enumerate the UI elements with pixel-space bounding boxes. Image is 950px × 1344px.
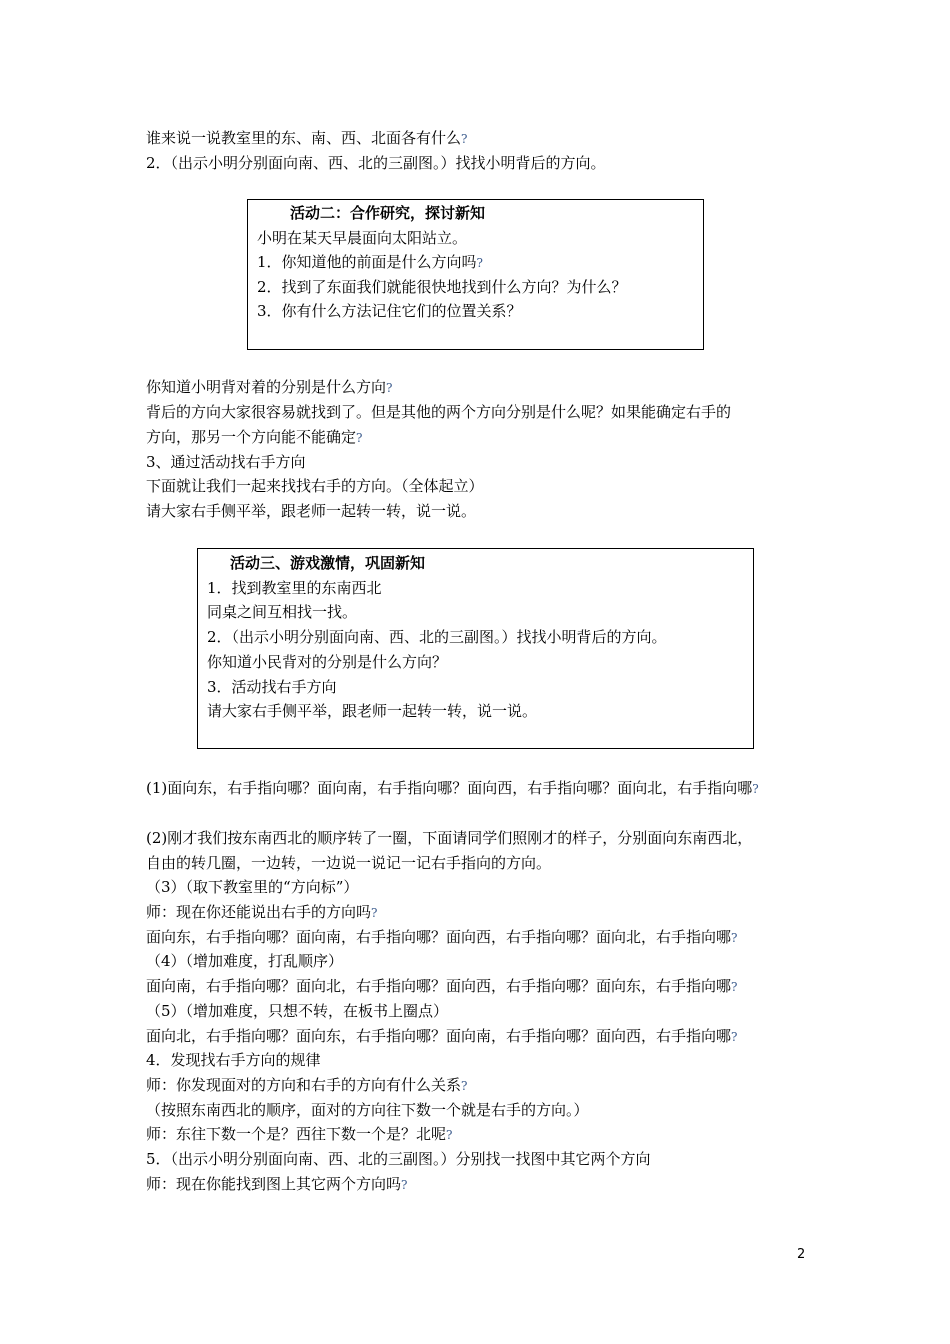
box-line: 2．（出示小明分别面向南、西、北的三副图。）找找小明背后的方向。 bbox=[207, 628, 667, 646]
box-line: 3．你有什么方法记住它们的位置关系？ bbox=[257, 302, 522, 320]
box-line: 同桌之间互相找一找。 bbox=[207, 603, 358, 621]
text-line: 你知道小明背对着的分别是什么方向? bbox=[146, 378, 393, 396]
text-line: 2．（出示小明分别面向南、西、北的三副图。）找找小明背后的方向。 bbox=[146, 154, 606, 172]
text-line: （3）（取下教室里的“方向标”） bbox=[146, 878, 359, 896]
text-line: 5．（出示小明分别面向南、西、北的三副图。）分别找一找图中其它两个方向 bbox=[146, 1150, 651, 1168]
text-line: (2)刚才我们按东南西北的顺序转了一圈，下面请同学们照刚才的样子，分别面向东南西北， bbox=[146, 829, 753, 847]
box-line: 2．找到了东面我们就能很快地找到什么方向？为什么？ bbox=[257, 278, 627, 296]
activity-box-3 bbox=[197, 548, 754, 749]
text-line: 师：现在你能找到图上其它两个方向吗? bbox=[146, 1175, 408, 1193]
text-line: 下面就让我们一起来找找右手的方向。（全体起立） bbox=[146, 477, 484, 495]
text-line: （按照东南西北的顺序，面对的方向往下数一个就是右手的方向。） bbox=[146, 1101, 589, 1119]
box-line: 你知道小民背对的分别是什么方向？ bbox=[207, 653, 448, 671]
text-line: （5）（增加难度，只想不转，在板书上圈点） bbox=[146, 1002, 449, 1020]
text-line: 方向，那另一个方向能不能确定? bbox=[146, 428, 363, 446]
text-line: 背后的方向大家很容易就找到了。但是其他的两个方向分别是什么呢？如果能确定右手的 bbox=[146, 403, 732, 421]
text-line: 谁来说一说教室里的东、南、西、北面各有什么? bbox=[146, 129, 468, 147]
text-line: 4．发现找右手方向的规律 bbox=[146, 1051, 321, 1069]
box-title: 活动三、游戏激情，巩固新知 bbox=[230, 554, 426, 572]
box-title: 活动二：合作研究，探讨新知 bbox=[290, 204, 486, 222]
text-line: 师：你发现面对的方向和右手的方向有什么关系? bbox=[146, 1076, 468, 1094]
text-line: (1)面向东，右手指向哪？面向南，右手指向哪？面向西，右手指向哪？面向北，右手指向哪? bbox=[146, 779, 759, 797]
box-line: 3．活动找右手方向 bbox=[207, 678, 337, 696]
text-line: 师：现在你还能说出右手的方向吗? bbox=[146, 903, 378, 921]
text-line: 3、通过活动找右手方向 bbox=[146, 453, 306, 471]
box-line: 1．你知道他的前面是什么方向吗? bbox=[257, 253, 483, 271]
text-line: 师：东往下数一个是？西往下数一个是？北呢? bbox=[146, 1125, 453, 1143]
activity-box-2 bbox=[247, 199, 704, 350]
text-line: 面向南，右手指向哪？面向北，右手指向哪？面向西，右手指向哪？面向东，右手指向哪? bbox=[146, 977, 738, 995]
text-line: 面向东，右手指向哪？面向南，右手指向哪？面向西，右手指向哪？面向北，右手指向哪? bbox=[146, 928, 738, 946]
text-line: 面向北，右手指向哪？面向东，右手指向哪？面向南，右手指向哪？面向西，右手指向哪? bbox=[146, 1027, 738, 1045]
text-line: 自由的转几圈，一边转，一边说一说记一记右手指向的方向。 bbox=[146, 854, 552, 872]
box-line: 1．找到教室里的东南西北 bbox=[207, 579, 382, 597]
page-number: 2 bbox=[797, 1247, 806, 1262]
text-line: 请大家右手侧平举，跟老师一起转一转，说一说。 bbox=[146, 502, 477, 520]
box-line: 小明在某天早晨面向太阳站立。 bbox=[257, 229, 468, 247]
box-line: 请大家右手侧平举，跟老师一起转一转，说一说。 bbox=[207, 702, 538, 720]
text-line: （4）（增加难度，打乱顺序） bbox=[146, 952, 344, 970]
